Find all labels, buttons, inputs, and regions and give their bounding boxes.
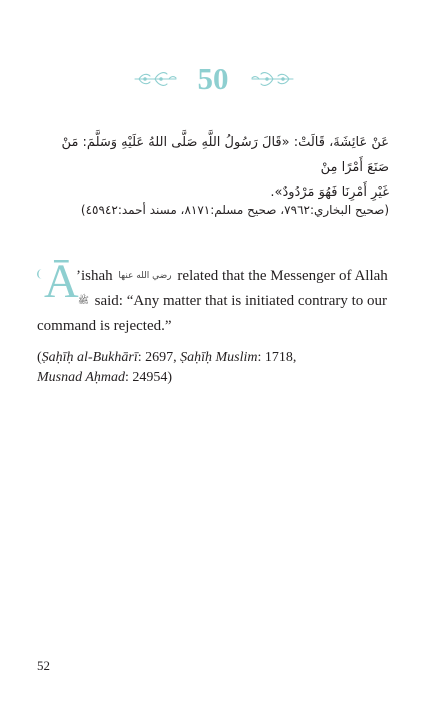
translation-text: ’ishah xyxy=(76,268,113,284)
salutation-icon: ﷺ xyxy=(78,296,89,307)
translation-text: said: “Any matter that is initiated contrary to our command is rejected.” xyxy=(37,293,388,334)
reference-number: : 1718, xyxy=(257,350,297,365)
floral-flourish-icon xyxy=(250,68,295,90)
honorific-icon: رضي الله عنها xyxy=(118,271,172,282)
english-translation xyxy=(37,255,391,339)
dropcap-block xyxy=(37,255,79,308)
reference-book: Ṣaḥīḥ al-Bukhārī xyxy=(41,350,138,365)
arabic-line: عَنْ عَائِشَةَ، قَالَتْ: «قَالَ رَسُولُ اللَّهِ صَلَّى اللهُ عَلَيْهِ وَسَلَّمَ: مَنْ صَنَعَ أَمْرًا مِنْ xyxy=(61,135,389,175)
arabic-line: غَيْرِ أَمْرِنَا فَهُوَ مَرْدُودٌ». xyxy=(270,185,389,200)
english-reference xyxy=(37,348,391,388)
page-number: 52 xyxy=(37,658,50,673)
reference-paren: ( xyxy=(37,350,42,365)
crescent-icon xyxy=(37,268,43,280)
arabic-reference: (صحيح البخاري:٧٩٦٢، صحيح مسلم:٨١٧١، مسند أحمد:٤٥٩٤٢) xyxy=(80,203,389,217)
dropcap-letter: Ā xyxy=(44,255,79,308)
arabic-hadith-text xyxy=(37,130,389,205)
hadith-header xyxy=(0,60,426,100)
reference-number: : 2697, xyxy=(137,350,181,365)
reference-book: Ṣaḥīḥ Muslim xyxy=(180,350,258,365)
reference-number: : 24954) xyxy=(125,370,173,385)
hadith-number: 50 xyxy=(197,61,229,96)
translation-text: related that the Messenger of Allah xyxy=(177,268,388,284)
reference-book: Musnad Aḥmad xyxy=(37,370,126,385)
floral-flourish-icon xyxy=(133,68,178,90)
